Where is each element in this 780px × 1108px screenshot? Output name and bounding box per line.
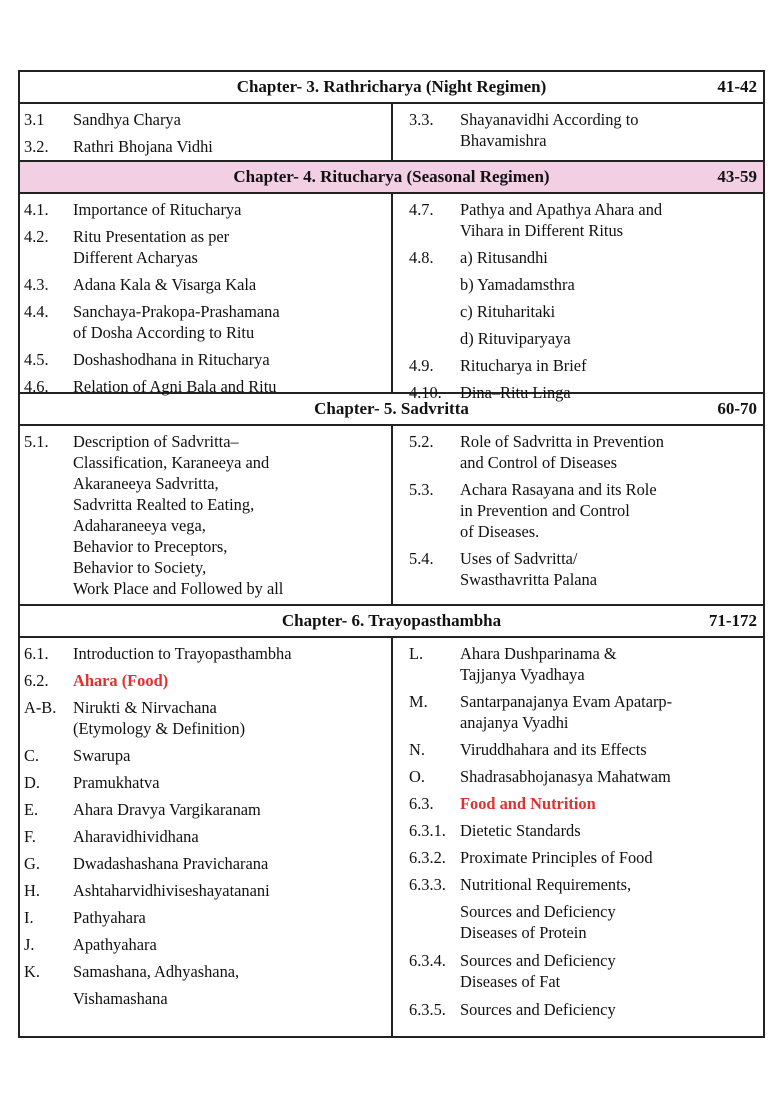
entry-number: 6.2. — [24, 671, 49, 690]
entry-title: Rathri Bhojana Vidhi — [73, 137, 213, 156]
entry-title: Swarupa — [73, 746, 131, 765]
entry-title: Sources and Deficiency Diseases of Fat — [460, 951, 616, 991]
entry-number: 4.6. — [24, 377, 49, 396]
chapter-pages: 41-42 — [717, 77, 757, 96]
entry-number: 6.3.1. — [409, 821, 446, 840]
entry-number: 4.8. — [409, 248, 434, 267]
entry-title: Achara Rasayana and its Role in Prevention and Control of Diseases. — [460, 480, 657, 541]
entry-title: Pramukhatva — [73, 773, 160, 792]
entry-title: Sandhya Charya — [73, 110, 181, 129]
chapter-header — [20, 606, 763, 638]
entry-title: Introduction to Trayopasthambha — [73, 644, 292, 663]
entry-number: G. — [24, 854, 40, 873]
left-column — [20, 194, 393, 396]
entry-title: Adana Kala & Visarga Kala — [73, 275, 257, 294]
entry-title: Nirukti & Nirvachana (Etymology & Definition) — [73, 698, 246, 738]
entry-number: 6.3.4. — [409, 951, 446, 970]
entry-number: 5.2. — [409, 432, 434, 451]
entry-number: 5.1. — [24, 432, 49, 451]
entry-number: 3.3. — [409, 110, 434, 129]
entry-title: Sources and Deficiency Diseases of Protein — [460, 902, 616, 942]
entry-number: F. — [24, 827, 36, 846]
entry-title: Dietetic Standards — [460, 821, 581, 840]
table-of-contents — [18, 70, 765, 1038]
entry-title: Santarpanajanya Evam Apatarp- anajanya Vyadhi — [460, 692, 673, 732]
entry-number: 4.2. — [24, 227, 49, 246]
entry-number: 4.5. — [24, 350, 49, 369]
chapter-header — [20, 72, 763, 104]
entry-title: Food and Nutrition — [460, 794, 596, 813]
left-column — [20, 638, 393, 1036]
entry-number: N. — [409, 740, 425, 759]
entry-title: a) Ritusandhi — [460, 248, 548, 267]
entry-number: M. — [409, 692, 428, 711]
entry-number: 4.10. — [409, 383, 442, 402]
entry-title: c) Rituharitaki — [460, 302, 556, 321]
entry-title: Sanchaya-Prakopa-Prashamana of Dosha According to Ritu — [73, 302, 280, 342]
chapter-title: Chapter- 4. Ritucharya (Seasonal Regimen) — [233, 167, 550, 186]
entry-title: Pathyahara — [73, 908, 146, 927]
entry-title: Ashtaharvidhiviseshayatanani — [73, 881, 270, 900]
right-column — [393, 104, 763, 160]
entry-title: Dwadashashana Pravicharana — [73, 854, 269, 873]
entry-number: 3.2. — [24, 137, 49, 156]
entry-number: 5.4. — [409, 549, 434, 568]
entry-number: 3.1 — [24, 110, 45, 129]
entry-number: 4.3. — [24, 275, 49, 294]
entry-number: L. — [409, 644, 424, 663]
entry-title: Aharavidhividhana — [73, 827, 199, 846]
entry-number: 4.1. — [24, 200, 49, 219]
right-column — [393, 638, 763, 1036]
entry-number: A-B. — [24, 698, 57, 717]
entry-title: d) Rituviparyaya — [460, 329, 571, 348]
chapter-header — [20, 162, 763, 194]
entry-number: K. — [24, 962, 40, 981]
entry-title: Uses of Sadvritta/ Swasthavritta Palana — [460, 549, 598, 589]
entry-title: Ahara Dushparinama & Tajjanya Vyadhaya — [460, 644, 617, 684]
entry-number: 6.3. — [409, 794, 434, 813]
entry-title: Pathya and Apathya Ahara and Vihara in Different Ritus — [460, 200, 663, 240]
chapter-pages: 60-70 — [717, 399, 757, 418]
entry-title: Sources and Deficiency — [460, 1000, 616, 1019]
entry-title: Shadrasabhojanasya Mahatwam — [460, 767, 671, 786]
entry-title: Shayanavidhi According to Bhavamishra — [460, 110, 639, 150]
entry-title: Ahara (Food) — [73, 671, 169, 690]
entry-number: 6.3.3. — [409, 875, 446, 894]
left-column — [20, 426, 393, 604]
entry-number: D. — [24, 773, 40, 792]
entry-title: Apathyahara — [73, 935, 157, 954]
chapter-title: Chapter- 3. Rathricharya (Night Regimen) — [236, 77, 547, 96]
chapter-pages: 43-59 — [717, 167, 757, 186]
entry-title: Nutritional Requirements, — [460, 875, 632, 894]
entry-number: H. — [24, 881, 40, 900]
entry-title: Samashana, Adhyashana, — [73, 962, 240, 981]
chapter-entries — [20, 426, 763, 606]
entry-number: 4.7. — [409, 200, 434, 219]
entry-number: 5.3. — [409, 480, 434, 499]
entry-number: C. — [24, 746, 40, 765]
entry-number: 6.3.5. — [409, 1000, 446, 1019]
chapter-entries — [20, 104, 763, 162]
entry-title: Dina–Ritu Linga — [460, 383, 571, 402]
entry-title: b) Yamadamsthra — [460, 275, 575, 294]
chapter-title: Chapter- 6. Trayopasthambha — [281, 611, 502, 630]
entry-number: J. — [24, 935, 35, 954]
chapter-entries — [20, 638, 763, 1036]
right-column — [393, 426, 763, 604]
entry-number: 4.9. — [409, 356, 434, 375]
chapter-entries — [20, 194, 763, 402]
entry-number: 6.3.2. — [409, 848, 446, 867]
entry-title: Ritucharya in Brief — [460, 356, 587, 375]
entry-title: Ritu Presentation as per Different Acharyas — [73, 227, 230, 267]
chapter-title: Chapter- 5. Sadvritta — [314, 399, 469, 418]
entry-number: I. — [24, 908, 34, 927]
entry-number: 4.4. — [24, 302, 49, 321]
entry-title: Doshashodhana in Ritucharya — [73, 350, 270, 369]
left-column — [20, 104, 393, 160]
entry-title: Relation of Agni Bala and Ritu — [73, 377, 277, 396]
entry-title: Ahara Dravya Vargikaranam — [73, 800, 261, 819]
chapter-pages: 71-172 — [708, 611, 757, 630]
right-column — [393, 194, 763, 402]
entry-title: Importance of Ritucharya — [73, 200, 242, 219]
chapter-header — [20, 394, 763, 426]
entry-title: Vishamashana — [73, 989, 168, 1008]
entry-title: Viruddhahara and its Effects — [460, 740, 647, 759]
entry-number: O. — [409, 767, 425, 786]
entry-number: E. — [24, 800, 39, 819]
entry-number: 6.1. — [24, 644, 49, 663]
entry-title: Proximate Principles of Food — [460, 848, 653, 867]
entry-title: Description of Sadvritta– Classification, Karaneeya and Akaraneeya Sadvritta, Sadvritta Realted to Eating, Adaharaneeya vega, Behavior to Preceptors, Behavior to Society, Work Place and Followed by all — [73, 432, 284, 598]
entry-title: Role of Sadvritta in Prevention and Control of Diseases — [460, 432, 664, 472]
